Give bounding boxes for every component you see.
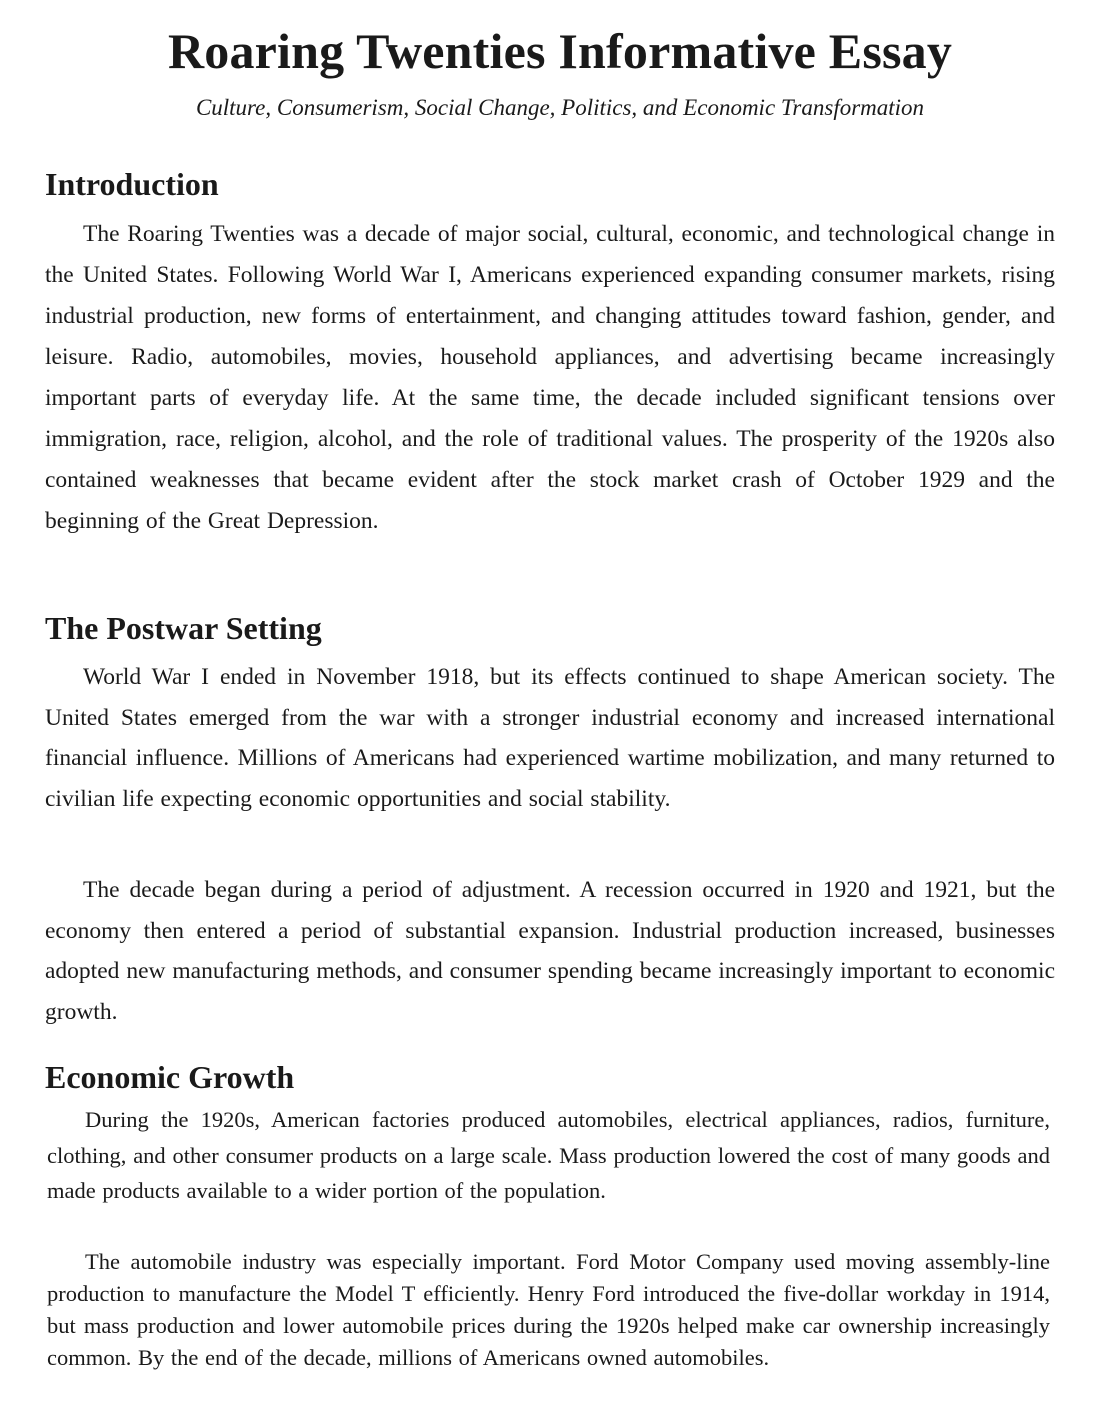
section-heading-introduction: Introduction	[45, 166, 219, 202]
paragraph-postwar-2: The decade began during a period of adjustment. A recession occurred in 1920 and 1921, but the economy then entered a period of substantial expansion. Industrial production increased, businesses adopted new manufacturing methods, and consumer spending became increasingly important to economic growth.	[45, 877, 1055, 1025]
paragraph-introduction: The Roaring Twenties was a decade of major social, cultural, economic, and technological change in the United States. Following World War I, Americans experienced expanding consumer markets, rising industrial production, new forms of entertainment, and changing attitudes toward fashion, gender, and leisure. Radio, automobiles, movies, household appliances, and advertising became increasingly important parts of everyday life. At the same time, the decade included significant tensions over immigration, race, religion, alcohol, and the role of traditional values. The prosperity of the 1920s also contained weaknesses that became evident after the stock market crash of October 1929 and the beginning of the Great Depression.	[45, 221, 1055, 534]
paragraph-postwar-1: World War I ended in November 1918, but its effects continued to shape American society. The United States emerged from the war with a stronger industrial economy and increased international financial influence. Millions of Americans had experienced wartime mobilization, and many returned to civilian life expecting economic opportunities and social stability.	[45, 664, 1055, 812]
section-heading-economic-growth: Economic Growth	[45, 1059, 295, 1095]
section-heading-postwar-setting: The Postwar Setting	[45, 610, 322, 646]
essay-title: Roaring Twenties Informative Essay	[167, 23, 953, 79]
paragraph-economic-1: During the 1920s, American factories produced automobiles, electrical appliances, radios, furniture, clothing, and other consumer products on a large scale. Mass production lowered the cost of many goods and made products available to a wider portion of the population.	[47, 1107, 1050, 1203]
essay-subtitle: Culture, Consumerism, Social Change, Politics, and Economic Transformation	[195, 95, 925, 120]
paragraph-economic-2: The automobile industry was especially important. Ford Motor Company used moving assembly-line production to manufacture the Model T efficiently. Henry Ford introduced the five-dollar workday in 1914, but mass production and lower automobile prices during the 1920s helped make car ownership increasingly common. By the end of the decade, millions of Americans owned automobiles.	[47, 1249, 1050, 1370]
